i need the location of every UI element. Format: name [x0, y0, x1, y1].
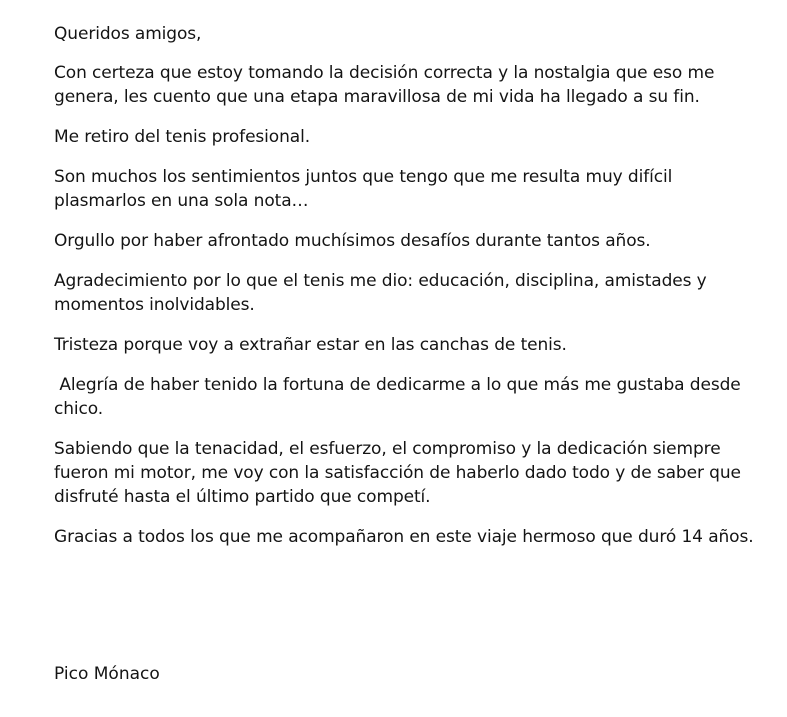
paragraph-sadness: Tristeza porque voy a extrañar estar en las canchas de tenis.	[54, 335, 567, 355]
paragraph-pride: Orgullo por haber afrontado muchísimos desafíos durante tantos años.	[54, 231, 651, 251]
paragraph-joy: Alegría de haber tenido la fortuna de dedicarme a lo que más me gustaba desde chico.	[54, 375, 746, 419]
letter-body	[54, 22, 764, 549]
paragraph-feelings: Son muchos los sentimientos juntos que tengo que me resulta muy difícil plasmarlos en una sola nota…	[54, 167, 673, 211]
signature: Pico Mónaco	[54, 664, 160, 684]
greeting: Queridos amigos,	[54, 24, 202, 44]
paragraph-thanks: Gracias a todos los que me acompañaron en este viaje hermoso que duró 14 años.	[54, 527, 754, 547]
paragraph-retirement: Me retiro del tenis profesional.	[54, 127, 311, 147]
paragraph-gratitude: Agradecimiento por lo que el tenis me dio: educación, disciplina, amistades y momentos inolvidables.	[54, 271, 707, 315]
paragraph-decision: Con certeza que estoy tomando la decisión correcta y la nostalgia que eso me genera, les cuento que una etapa maravillosa de mi vida ha llegado a su fin.	[54, 63, 715, 107]
paragraph-motivation: Sabiendo que la tenacidad, el esfuerzo, el compromiso y la dedicación siempre fueron mi motor, me voy con la satisfacción de haberlo dado todo y de saber que disfruté hasta el último partido que competí.	[54, 439, 741, 507]
